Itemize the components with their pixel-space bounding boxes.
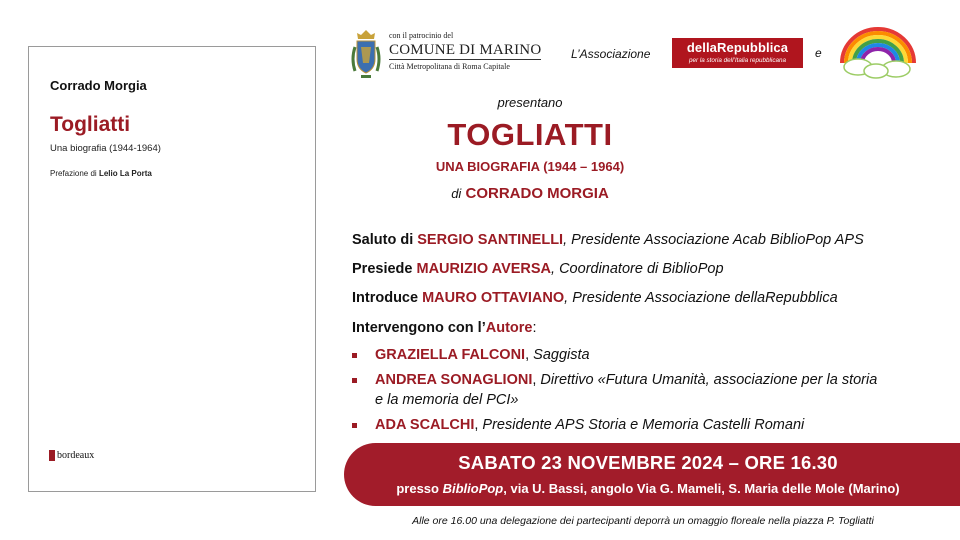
speaker-sep: , — [474, 417, 483, 433]
publisher-mark-icon — [49, 450, 55, 461]
speaker-name: GRAZIELLA FALCONI — [375, 347, 526, 363]
speaker-role: Direttivo «Futura Umanità, associazione per la storia — [540, 372, 878, 388]
bullet-icon — [352, 378, 357, 383]
comune-crest-icon — [349, 25, 383, 85]
event-place — [344, 481, 952, 496]
bullet-icon — [352, 353, 357, 358]
presiede-role: , Coordinatore di BiblioPop — [551, 261, 724, 277]
place-address: , via U. Bassi, angolo Via G. Mameli, S. Maria delle Mole (Marino) — [503, 481, 900, 496]
event-subtitle: UNA BIOGRAFIA (1944 – 1964) — [435, 159, 625, 174]
publisher-name: bordeaux — [57, 450, 95, 461]
speaker-name: ADA SCALCHI — [375, 417, 475, 433]
repubblica-name: dellaRepubblica — [686, 40, 789, 55]
intervengono-line — [352, 320, 537, 336]
book-author: Corrado Morgia — [50, 78, 147, 93]
place-prefix: presso — [396, 481, 443, 496]
repubblica-tagline: per la storia dell’Italia repubblicana — [689, 57, 786, 64]
place-venue: BiblioPop — [442, 481, 504, 496]
speaker-name: ANDREA SONAGLIONI — [375, 372, 533, 388]
book-subtitle: Una biografia (1944-1964) — [50, 143, 161, 154]
introduce-label: Introduce — [352, 290, 419, 306]
repubblica-logo — [672, 38, 803, 68]
speaker-sep: , — [525, 347, 534, 363]
introduce-name: MAURO OTTAVIANO — [422, 290, 565, 306]
patron-label: con il patrocinio del — [389, 31, 454, 40]
saluto-label: Saluto di — [352, 232, 414, 248]
intervengono-label: Intervengono con l’ — [352, 320, 486, 336]
speaker-sep: , — [532, 372, 541, 388]
saluto-name: SERGIO SANTINELLI — [417, 232, 564, 248]
publisher-logo — [49, 450, 94, 461]
intervengono-colon: : — [532, 320, 537, 336]
presentano-label: presentano — [497, 95, 563, 110]
introduce-line — [352, 290, 838, 306]
saluto-role: , Presidente Associazione Acab BiblioPop APS — [563, 232, 864, 248]
bibliopop-rainbow-icon — [836, 23, 920, 83]
byline-prefix: di — [451, 186, 462, 201]
presiede-label: Presiede — [352, 261, 413, 277]
speaker-role: Presidente APS Storia e Memoria Castelli Romani — [482, 417, 805, 433]
preface-prefix: Prefazione di — [50, 169, 97, 178]
presiede-line — [352, 261, 724, 277]
intervengono-highlight: Autore — [485, 320, 533, 336]
book-preface — [50, 169, 152, 178]
book-title: Togliatti — [50, 113, 131, 136]
bullet-icon — [352, 423, 357, 428]
introduce-role: , Presidente Associazione dellaRepubblica — [564, 290, 838, 306]
association-label: L’Associazione — [571, 47, 651, 61]
speaker-role: Saggista — [533, 347, 590, 363]
speaker-role-continued: e la memoria del PCI» — [375, 392, 519, 408]
event-title: TOGLIATTI — [447, 117, 613, 152]
event-date: SABATO 23 NOVEMBRE 2024 – ORE 16.30 — [458, 452, 838, 473]
and-label: e — [815, 46, 822, 60]
preface-author: Lelio La Porta — [98, 169, 152, 178]
byline-author: CORRADO MORGIA — [465, 185, 609, 202]
book-cover — [28, 46, 316, 492]
saluto-line — [352, 232, 864, 248]
comune-name: COMUNE DI MARINO — [389, 42, 542, 58]
event-byline — [451, 185, 609, 202]
footnote: Alle ore 16.00 una delegazione dei partecipanti deporrà un omaggio floreale nella piazza P. Togliatti — [412, 515, 874, 527]
patron-block — [389, 32, 541, 71]
metro-name: Città Metropolitana di Roma Capitale — [389, 62, 510, 71]
presiede-name: MAURIZIO AVERSA — [416, 261, 552, 277]
event-banner — [344, 443, 960, 506]
